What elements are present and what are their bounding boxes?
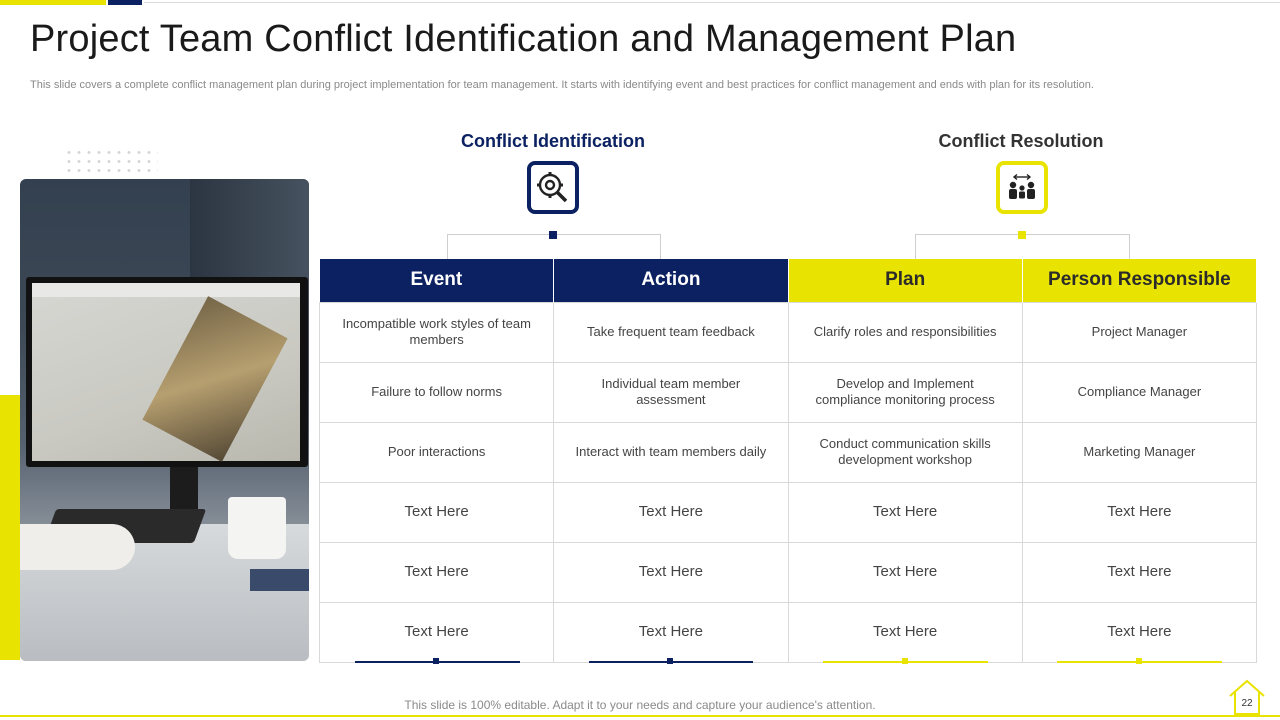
table-cell: Poor interactions xyxy=(320,422,554,482)
column-marker-person xyxy=(1136,658,1142,664)
table-row xyxy=(320,302,1257,362)
table-cell: Text Here xyxy=(1022,482,1256,542)
column-marker-action xyxy=(667,658,673,664)
side-accent-yellow xyxy=(0,395,20,660)
table-row xyxy=(320,422,1257,482)
table-row xyxy=(320,602,1257,662)
conflict-plan-table xyxy=(319,259,1257,663)
table-cell: Text Here xyxy=(554,482,788,542)
table-cell: Individual team member assessment xyxy=(554,362,788,422)
table-cell: Compliance Manager xyxy=(1022,362,1256,422)
table-cell: Failure to follow norms xyxy=(320,362,554,422)
table-row xyxy=(320,482,1257,542)
table-row xyxy=(320,362,1257,422)
table-cell: Text Here xyxy=(320,482,554,542)
home-icon xyxy=(1227,678,1267,716)
table-cell: Text Here xyxy=(788,482,1022,542)
page-number: 22 xyxy=(1241,698,1253,709)
column-marker-plan xyxy=(902,658,908,664)
table-row xyxy=(320,542,1257,602)
table-cell: Develop and Implement compliance monitoring process xyxy=(788,362,1022,422)
office-photo xyxy=(20,179,309,661)
header-plan: Plan xyxy=(788,259,1022,302)
table-cell: Incompatible work styles of team members xyxy=(320,302,554,362)
table-cell: Text Here xyxy=(1022,542,1256,602)
table-cell: Marketing Manager xyxy=(1022,422,1256,482)
slide-title: Project Team Conflict Identification and Management Plan xyxy=(30,18,1017,60)
conflict-resolution-heading: Conflict Resolution xyxy=(938,131,1104,151)
decorative-dots xyxy=(64,148,158,174)
connector-node-right xyxy=(1018,231,1026,239)
table-cell: Text Here xyxy=(1022,602,1256,662)
table-header-row xyxy=(320,259,1257,302)
table-cell: Take frequent team feedback xyxy=(554,302,788,362)
conflict-identification-heading: Conflict Identification xyxy=(461,131,645,151)
top-accent-navy xyxy=(108,0,142,5)
magnifier-gear-icon xyxy=(527,161,579,214)
connector-node-left xyxy=(549,231,557,239)
table-cell: Interact with team members daily xyxy=(554,422,788,482)
table-cell: Conduct communication skills development workshop xyxy=(788,422,1022,482)
page-number-badge xyxy=(1227,678,1267,716)
table-cell: Text Here xyxy=(788,602,1022,662)
bottom-accent-line xyxy=(0,715,1280,717)
table-cell: Project Manager xyxy=(1022,302,1256,362)
column-marker-event xyxy=(433,658,439,664)
header-action: Action xyxy=(554,259,788,302)
table-cell: Text Here xyxy=(554,542,788,602)
header-event: Event xyxy=(320,259,554,302)
slide-footer-note: This slide is 100% editable. Adapt it to your needs and capture your audience's attention. xyxy=(404,698,876,712)
top-divider xyxy=(144,2,1280,3)
table-cell: Text Here xyxy=(320,602,554,662)
table-cell: Clarify roles and responsibilities xyxy=(788,302,1022,362)
table-cell: Text Here xyxy=(788,542,1022,602)
header-person-responsible: Person Responsible xyxy=(1022,259,1256,302)
table-cell: Text Here xyxy=(554,602,788,662)
table-cell: Text Here xyxy=(320,542,554,602)
slide-subtitle: This slide covers a complete conflict management plan during project implementation for team management. It starts with identifying event and best practices for conflict management and ends with plan for its resolution. xyxy=(30,79,1094,91)
people-exchange-icon xyxy=(996,161,1048,214)
top-accent-yellow xyxy=(0,0,106,5)
